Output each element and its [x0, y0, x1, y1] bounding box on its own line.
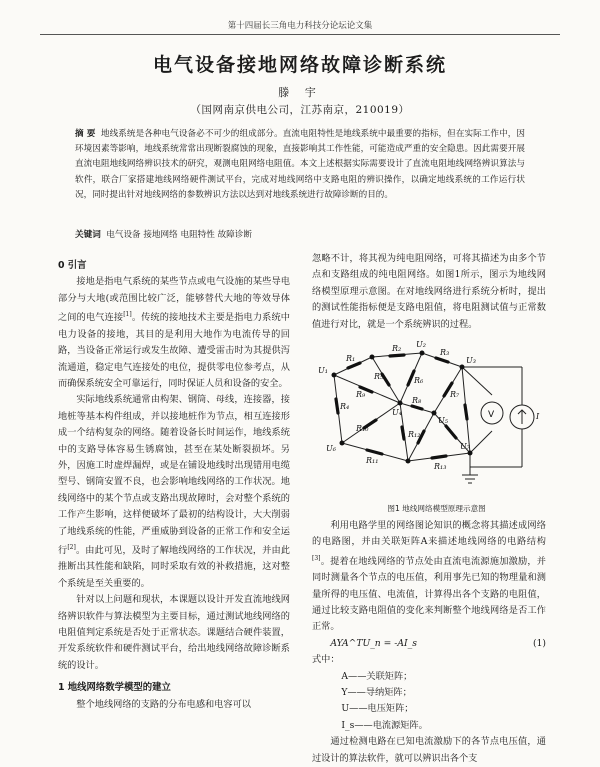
- label-i: I: [536, 412, 540, 422]
- paragraph-1: 接地是指电气系统的某些节点或电气设施的某些导电部分与大地(或范围比较广泛，能够替代大地的等效导体之间的电气连接[1]。传统的接地技术主要是指电力系统中电力设备的接地，其目的是利用大地作为电流传导的回路，当设备正常运行或发生故障、遭受雷击时为其提供泻流通道，稳定电气连接处的电位，提供零电位参考点，从而确保系统安全可靠运行，同时保证人员和设备的安全。: [58, 276, 290, 389]
- keywords-text: 电气设备 接地网络 电阻特性 故障诊断: [106, 230, 252, 240]
- paragraph-4: 整个地线网络的支路的分布电感和电容可以: [76, 698, 251, 710]
- label-u7: U₇: [460, 442, 470, 452]
- running-head: 第十四届长三角电力科技分论坛论文集: [227, 21, 373, 31]
- definition-y: Y——导纳矩阵；: [341, 686, 412, 698]
- label-r7: R₇: [450, 390, 460, 400]
- paragraph-3: 针对以上问题和现状，本课题以设计开发直流地线网络辨识软件与算法模型为主要目标，通过测试地线网络的电阻值判定系统是否处于正常状态。课题结合硬件装置，开发系统软件和硬件测试平台，给出地线网络故障诊断系统的设计。: [58, 594, 290, 671]
- ref-3: [3]: [312, 554, 321, 562]
- label-r3: R₃: [440, 348, 450, 358]
- label-r6: R₆: [414, 376, 424, 386]
- label-u4: U₄: [392, 408, 402, 418]
- label-u2: U₂: [416, 340, 426, 350]
- label-v: V: [488, 410, 495, 421]
- ref-1: [1]: [123, 311, 132, 319]
- label-r13: R₁₃: [434, 462, 447, 472]
- equation-1: AYA^TU_n = -AI_s (1): [330, 637, 546, 649]
- label-u6: U₆: [326, 444, 336, 454]
- ref-2: [2]: [67, 543, 76, 551]
- label-r11: R₁₁: [366, 456, 379, 466]
- left-column: [58, 258, 290, 713]
- label-u1: U₁: [318, 366, 328, 376]
- abstract: [75, 127, 525, 203]
- label-r4: R₄: [340, 402, 350, 412]
- label-r8: R₈: [412, 396, 422, 406]
- label-u3: U₃: [466, 356, 476, 366]
- label-r12: R₁₂: [408, 430, 421, 440]
- paragraph-2: 实际地线系统通常由构架、钢筒、母线，连接器，接地桩等基本构件组成，并以接地桩作为节点，相互连接形成一个结构复杂的网络。随着设备长时间运作，地线系统中的支路导体容易生锈腐蚀，甚至在某处断裂损坏。另外，因施工时虚焊漏焊，或是在铺设地线时出现错用电缆型号、钢筒安置不良，也会影响地线网络的工作状况。地线网络中的某个节点或支路出现故障时，会对整个系统的工作产生影响，这样便破坏了最初的结构设计，大大削弱了地线系统的性能，严重威胁到设备的正常工作和安全运行[2]。由此可见，及时了解地线网络的工作状况，并由此推断出其性能和缺陷，同时采取有效的补救措施，这对整个系统是至关重要的。: [58, 394, 290, 589]
- definition-i: I_s——电流源矩阵。: [341, 719, 428, 731]
- header-rule: [40, 34, 560, 35]
- paper-title: 电气设备接地网络故障诊断系统: [152, 54, 447, 76]
- label-r10: R₁₀: [356, 424, 369, 434]
- paragraph-r3: 通过检测电路在已知电流激励下的各节点电压值，通过设计的算法软件，就可以辨识出各个支: [312, 736, 546, 764]
- definition-u: U——电压矩阵；: [341, 703, 414, 715]
- affiliation: （国网南京供电公司，江苏南京，210019）: [190, 104, 410, 116]
- label-r1: R₁: [346, 354, 356, 364]
- paragraph-r2: 利用电路学里的网络图论知识的概念将其描述成网络的电路图，并由关联矩阵A来描述地线网络的电路结构[3]。提着在地线网络的节点处由直流电流源施加激励，并同时测量各个节点的电压值，利用事先已知的物理量和测量所得的电压值、电流值，计算得出各个支路的电阻值，通过比较支路电阻值的变化来判断整个地线网络是否工作正常。: [312, 519, 546, 633]
- label-u5: U₅: [438, 416, 448, 426]
- where-label: 式中：: [312, 654, 340, 666]
- keywords-label: 关键词: [75, 230, 101, 240]
- right-column: [312, 251, 546, 767]
- section-1-title: 1 地线网络数学模型的建立: [58, 682, 171, 694]
- section-0-title: 0 引言: [58, 260, 87, 271]
- label-r2: R₂: [392, 344, 402, 354]
- abstract-label: 摘 要: [75, 129, 96, 139]
- abstract-text: 地线系统是各种电气设备必不可少的组成部分。直流电阻特性是地线系统中最重要的指标，但在实际工作中，因环境因素等影响，地线系统常常出现断裂腐蚀的现象，直接影响其工作性能，可能造成严重的安全隐患。因此需要开展直流电阻地线网络辨识技术的研究，观测电阻网络电阻值。本文上述根据实际需要设计了直流电阻地线网络辨识算法与软件，联合厂家搭建地线网络硬件测试平台，完成对地线网络中支路电阻的辨识操作，以确定地线系统的工作运行状况，同时提出针对地线网络的参数辨识方法以达到对地线系统进行故障诊断的目的。: [75, 129, 525, 200]
- network-diagram: [312, 335, 546, 495]
- keywords: [75, 228, 525, 240]
- label-r9: R₉: [356, 390, 366, 400]
- definition-a: A——关联矩阵；: [341, 670, 413, 682]
- author: 滕 宇: [278, 86, 322, 99]
- paragraph-r1: 忽略不计，将其视为纯电阻网络，可将其描述为由多个节点和支路组成的纯电阻网络。如图1所示，图示为地线网络模型原理示意图。在对地线网络进行系统分析时，提出的测试性能指标便是支路电阻值，将电阻测试值与正常数值进行对比，就是一个系统辨识的过程。: [312, 253, 546, 330]
- figure-caption: 图1 地线网络模型原理示意图: [387, 504, 486, 514]
- label-r5: R₅: [374, 372, 384, 382]
